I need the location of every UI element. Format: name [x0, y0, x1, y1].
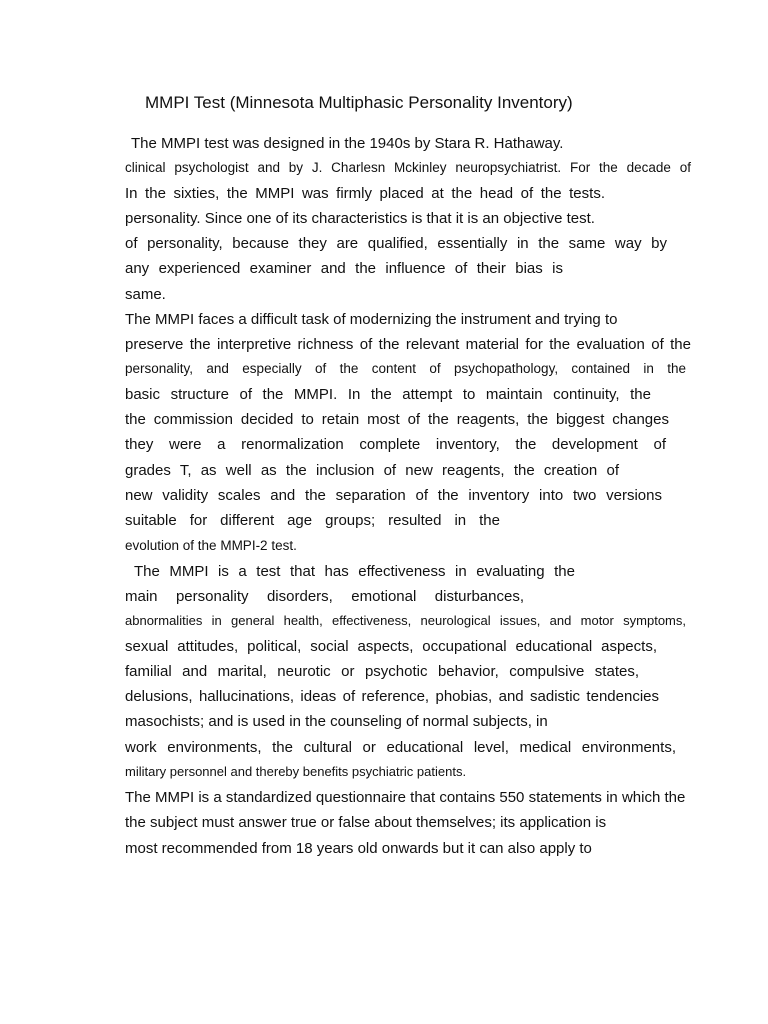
text-line-3: In the sixties, the MMPI was firmly placed at the head of the tests. [125, 185, 605, 202]
text-line-20: abnormalities in general health, effectiveness, neurological issues, and motor symptoms, [125, 613, 686, 628]
text-line-17: evolution of the MMPI-2 test. [125, 538, 297, 553]
text-line-24: masochists; and is used in the counseling of normal subjects, in [125, 713, 548, 730]
text-line-27: The MMPI is a standardized questionnaire that contains 550 statements in which the [125, 789, 686, 806]
text-line-15: new validity scales and the separation of the inventory into two versions [125, 487, 662, 504]
text-line-8: The MMPI faces a difficult task of modernizing the instrument and trying to [125, 311, 618, 328]
text-line-1: The MMPI test was designed in the 1940s by Stara R. Hathaway. [131, 135, 564, 152]
text-line-13: they were a renormalization complete inventory, the development of [125, 436, 666, 453]
text-line-22: familial and marital, neurotic or psychotic behavior, compulsive states, [125, 663, 639, 680]
text-line-26: military personnel and thereby benefits psychiatric patients. [125, 764, 467, 779]
text-line-29: most recommended from 18 years old onwards but it can also apply to [125, 840, 592, 857]
text-line-19: main personality disorders, emotional disturbances, [125, 588, 524, 605]
text-line-11: basic structure of the MMPI. In the attempt to maintain continuity, the [125, 386, 651, 403]
text-line-25: work environments, the cultural or educational level, medical environments, [125, 739, 676, 756]
text-line-21: sexual attitudes, political, social aspects, occupational educational aspects, [125, 638, 657, 655]
text-line-4: personality. Since one of its characteristics is that it is an objective test. [125, 210, 595, 227]
text-line-7: same. [125, 286, 166, 303]
text-line-18: The MMPI is a test that has effectiveness in evaluating the [134, 563, 575, 580]
text-line-14: grades T, as well as the inclusion of new reagents, the creation of [125, 462, 619, 479]
text-line-12: the commission decided to retain most of the reagents, the biggest changes [125, 411, 669, 428]
text-line-10: personality, and especially of the content of psychopathology, contained in the [125, 361, 686, 376]
text-line-23: delusions, hallucinations, ideas of reference, phobias, and sadistic tendencies [125, 688, 659, 705]
text-line-16: suitable for different age groups; resulted in the [125, 512, 500, 529]
text-line-2: clinical psychologist and by J. Charlesn Mckinley neuropsychiatrist. For the decade of [125, 160, 691, 175]
text-line-6: any experienced examiner and the influence of their bias is [125, 260, 563, 277]
text-line-28: the subject must answer true or false about themselves; its application is [125, 814, 607, 831]
document-title: MMPI Test (Minnesota Multiphasic Personality Inventory) [145, 93, 573, 112]
text-line-5: of personality, because they are qualified, essentially in the same way by [125, 235, 667, 252]
text-line-9: preserve the interpretive richness of the relevant material for the evaluation of the [125, 336, 691, 353]
